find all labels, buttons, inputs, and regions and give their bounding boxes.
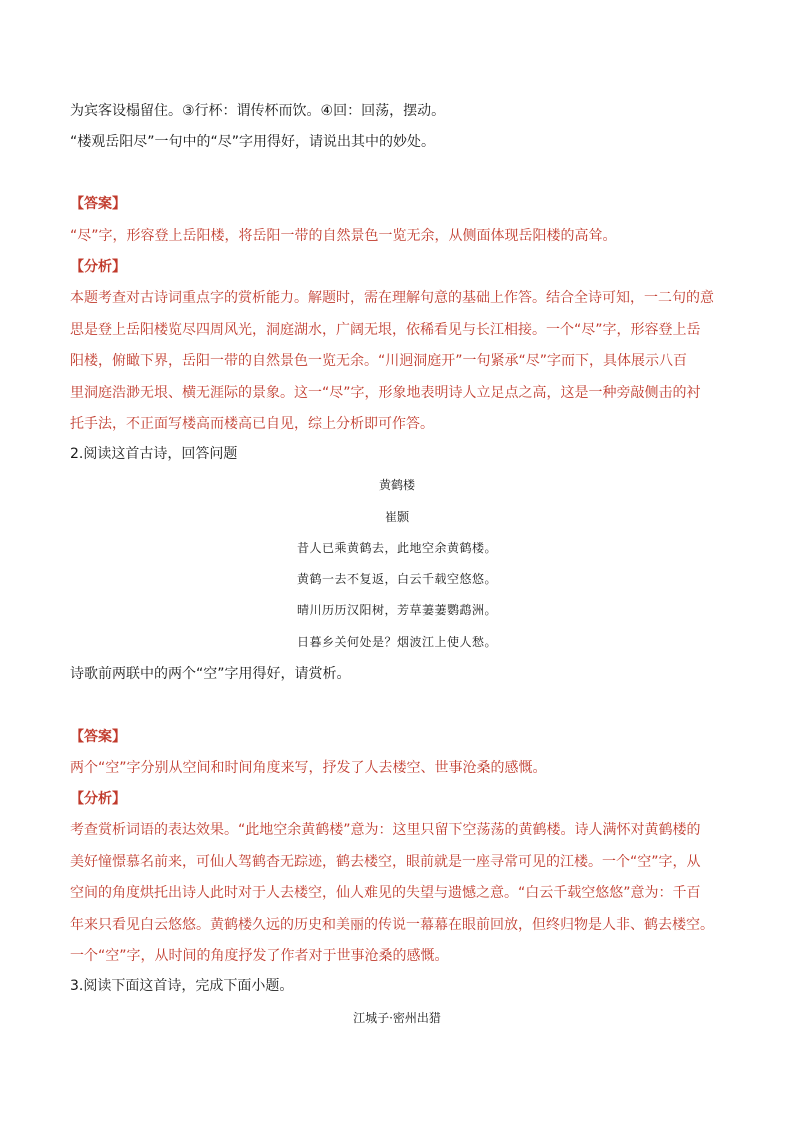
analysis-line: 美好憧憬慕名前来，可仙人驾鹤杳无踪迹，鹤去楼空，眼前就是一座寻常可见的江楼。一个“空”字，从 [70,853,701,870]
q1-answer-tag: 【答案】 [70,196,126,212]
analysis-line: 考查赏析词语的表达效果。“此地空余黄鹤楼”意为：这里只留下空荡荡的黄鹤楼。诗人满怀对黄鹤楼的 [70,822,701,838]
poem-line: 晴川历历汉阳树，芳草萋萋鹦鹉洲。 [296,603,497,617]
q3-poem-title: 江城子·密州出猎 [353,1011,441,1025]
q1-question: “楼观岳阳尽”一句中的“尽”字用得好，请说出其中的妙处。 [70,134,436,150]
analysis-line: 年来只看见白云悠悠。黄鹤楼久远的历史和美丽的传说一幕幕在眼前回放，但终归物是人非、鹤去楼空。 [70,916,714,933]
analysis-line: 一个“空”字，从时间的角度抒发了作者对于世事沧桑的感慨。 [70,948,449,965]
poem-line: 黄鹤一去不复返，白云千载空悠悠。 [296,572,497,586]
q2-answer-tag: 【答案】 [70,729,126,745]
q2-analysis [70,815,724,973]
analysis-line: 本题考查对古诗词重点字的赏析能力。解题时，需在理解句意的基础上作答。结合全诗可知，一二句的意 [70,290,714,306]
q2-heading: 2.阅读这首古诗，回答问题 [70,446,238,462]
q2-poem-author: 崔颢 [384,510,409,524]
q1-answer: “尽”字，形容登上岳阳楼，将岳阳一带的自然景色一览无余，从侧面体现岳阳楼的高耸。 [70,228,617,244]
q2-question: 诗歌前两联中的两个“空”字用得好，请赏析。 [70,666,351,682]
q1-analysis [70,283,724,441]
analysis-line: 里洞庭浩渺无垠、横无涯际的景象。这一“尽”字，形象地表明诗人立足点之高，这是一种旁敲侧击的衬 [70,384,701,401]
q3-heading: 3.阅读下面这首诗，完成下面小题。 [70,978,294,994]
analysis-line: 托手法，不正面写楼高而楼高已自见，综上分析即可作答。 [70,416,434,433]
q2-poem-title: 黄鹤楼 [378,478,415,492]
q2-answer: 两个“空”字分别从空间和时间角度来写，抒发了人去楼空、世事沧桑的感慨。 [70,760,547,776]
analysis-line: 阳楼，俯瞰下界，岳阳一带的自然景色一览无余。“川迥洞庭开”一句紧承“尽”字而下，具体展示八百 [70,353,688,370]
q1-analysis-tag: 【分析】 [70,259,126,275]
analysis-line: 思是登上岳阳楼览尽四周风光，洞庭湖水，广阔无垠，依稀看见与长江相接。一个“尽”字，形容登上岳 [70,321,701,338]
q1-note-line: 为宾客设榻留住。③行杯：谓传杯而饮。④回：回荡，摆动。 [70,103,446,119]
q2-analysis-tag: 【分析】 [70,791,126,807]
analysis-line: 空间的角度烘托出诗人此时对于人去楼空，仙人难见的失望与遗憾之意。“白云千载空悠悠”意为：千百 [70,885,701,902]
poem-line: 昔人已乘黄鹤去，此地空余黄鹤楼。 [296,541,497,555]
poem-line: 日暮乡关何处是？烟波江上使人愁。 [296,635,497,649]
